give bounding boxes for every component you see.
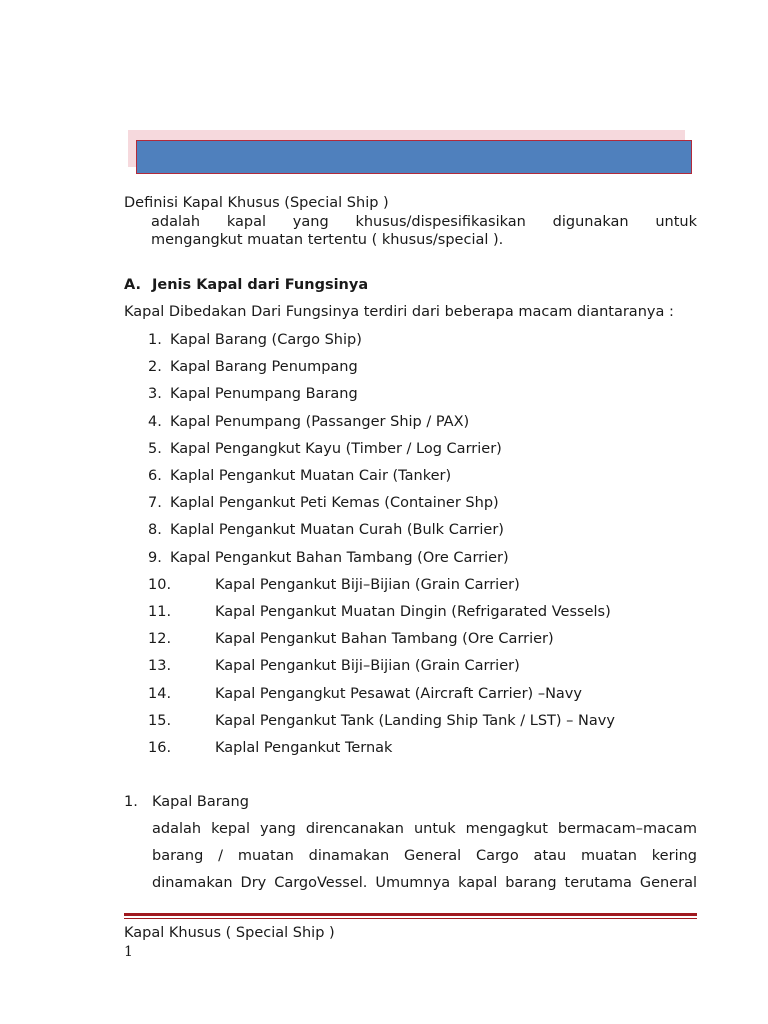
list-item-number: 9.: [148, 549, 162, 566]
definition-line-2: mengangkut muatan tertentu ( khusus/special ).: [151, 232, 504, 248]
section-1-number: 1.: [124, 794, 138, 810]
list-item: Kapal Penumpang (Passanger Ship / PAX): [170, 413, 470, 430]
definition-line-1: adalah kapal yang khusus/dispesifikasikan digunakan untuk: [151, 214, 697, 230]
list-item-number: 3.: [148, 386, 162, 403]
section-1-line-2: barang / muatan dinamakan General Cargo atau muatan kering: [152, 848, 697, 864]
list-item: Kapal Pengankut Bahan Tambang (Ore Carrier): [170, 549, 509, 566]
section-a-heading: Jenis Kapal dari Fungsinya: [152, 277, 369, 293]
list-item-number: 7.: [148, 495, 162, 512]
list-item: Kaplal Pengankut Peti Kemas (Container Shp): [170, 495, 499, 512]
list-item-number: 13.: [148, 658, 172, 675]
list-item-number: 16.: [148, 740, 172, 756]
list-item: Kaplal Pengankut Ternak: [215, 740, 393, 756]
list-item-number: 8.: [148, 522, 162, 539]
list-item: Kapal Pengangkut Kayu (Timber / Log Carrier): [170, 440, 502, 457]
list-item-number: 14.: [148, 685, 172, 702]
list-item-number: 2.: [148, 359, 162, 376]
list-item-number: 6.: [148, 468, 162, 484]
list-item-number: 1.: [148, 332, 162, 348]
list-item: Kapal Barang Penumpang: [170, 359, 358, 376]
definition-title: Definisi Kapal Khusus (Special Ship ): [124, 195, 389, 211]
section-1-title: Kapal Barang: [152, 794, 249, 810]
list-item-number: 11.: [148, 604, 172, 620]
page-number: 1: [124, 944, 133, 960]
list-item: Kapal Penumpang Barang: [170, 386, 358, 403]
list-item-number: 12.: [148, 631, 172, 648]
list-item: Kapal Pengankut Muatan Dingin (Refrigarated Vessels): [215, 604, 611, 620]
list-item: Kaplal Pengankut Muatan Curah (Bulk Carrier): [170, 522, 504, 539]
list-item: Kapal Pengankut Tank (Landing Ship Tank / LST) – Navy: [215, 712, 615, 729]
list-item: Kapal Pengankut Biji–Bijian (Grain Carrier): [215, 658, 520, 675]
list-item: Kapal Pengankut Biji–Bijian (Grain Carrier): [215, 576, 520, 593]
title-banner: [136, 140, 692, 174]
section-1-line-1: adalah kepal yang direncanakan untuk mengagkut bermacam–macam: [152, 821, 697, 837]
section-1-line-3: dinamakan Dry CargoVessel. Umumnya kapal barang terutama General: [152, 875, 697, 891]
footer-text: Kapal Khusus ( Special Ship ): [124, 925, 335, 941]
section-a-intro: Kapal Dibedakan Dari Fungsinya terdiri dari beberapa macam diantaranya :: [124, 304, 674, 320]
list-item-number: 15.: [148, 712, 172, 729]
list-item-number: 4.: [148, 413, 162, 430]
list-item-number: 10.: [148, 576, 172, 593]
list-item: Kaplal Pengankut Muatan Cair (Tanker): [170, 468, 452, 484]
footer-rule-thin: [124, 918, 697, 919]
footer-rule: [124, 913, 697, 916]
section-a-marker: A.: [124, 277, 141, 293]
list-item: Kapal Pengangkut Pesawat (Aircraft Carrier) –Navy: [215, 685, 582, 702]
list-item: Kapal Pengankut Bahan Tambang (Ore Carrier): [215, 631, 554, 648]
list-item: Kapal Barang (Cargo Ship): [170, 332, 362, 348]
list-item-number: 5.: [148, 440, 162, 457]
